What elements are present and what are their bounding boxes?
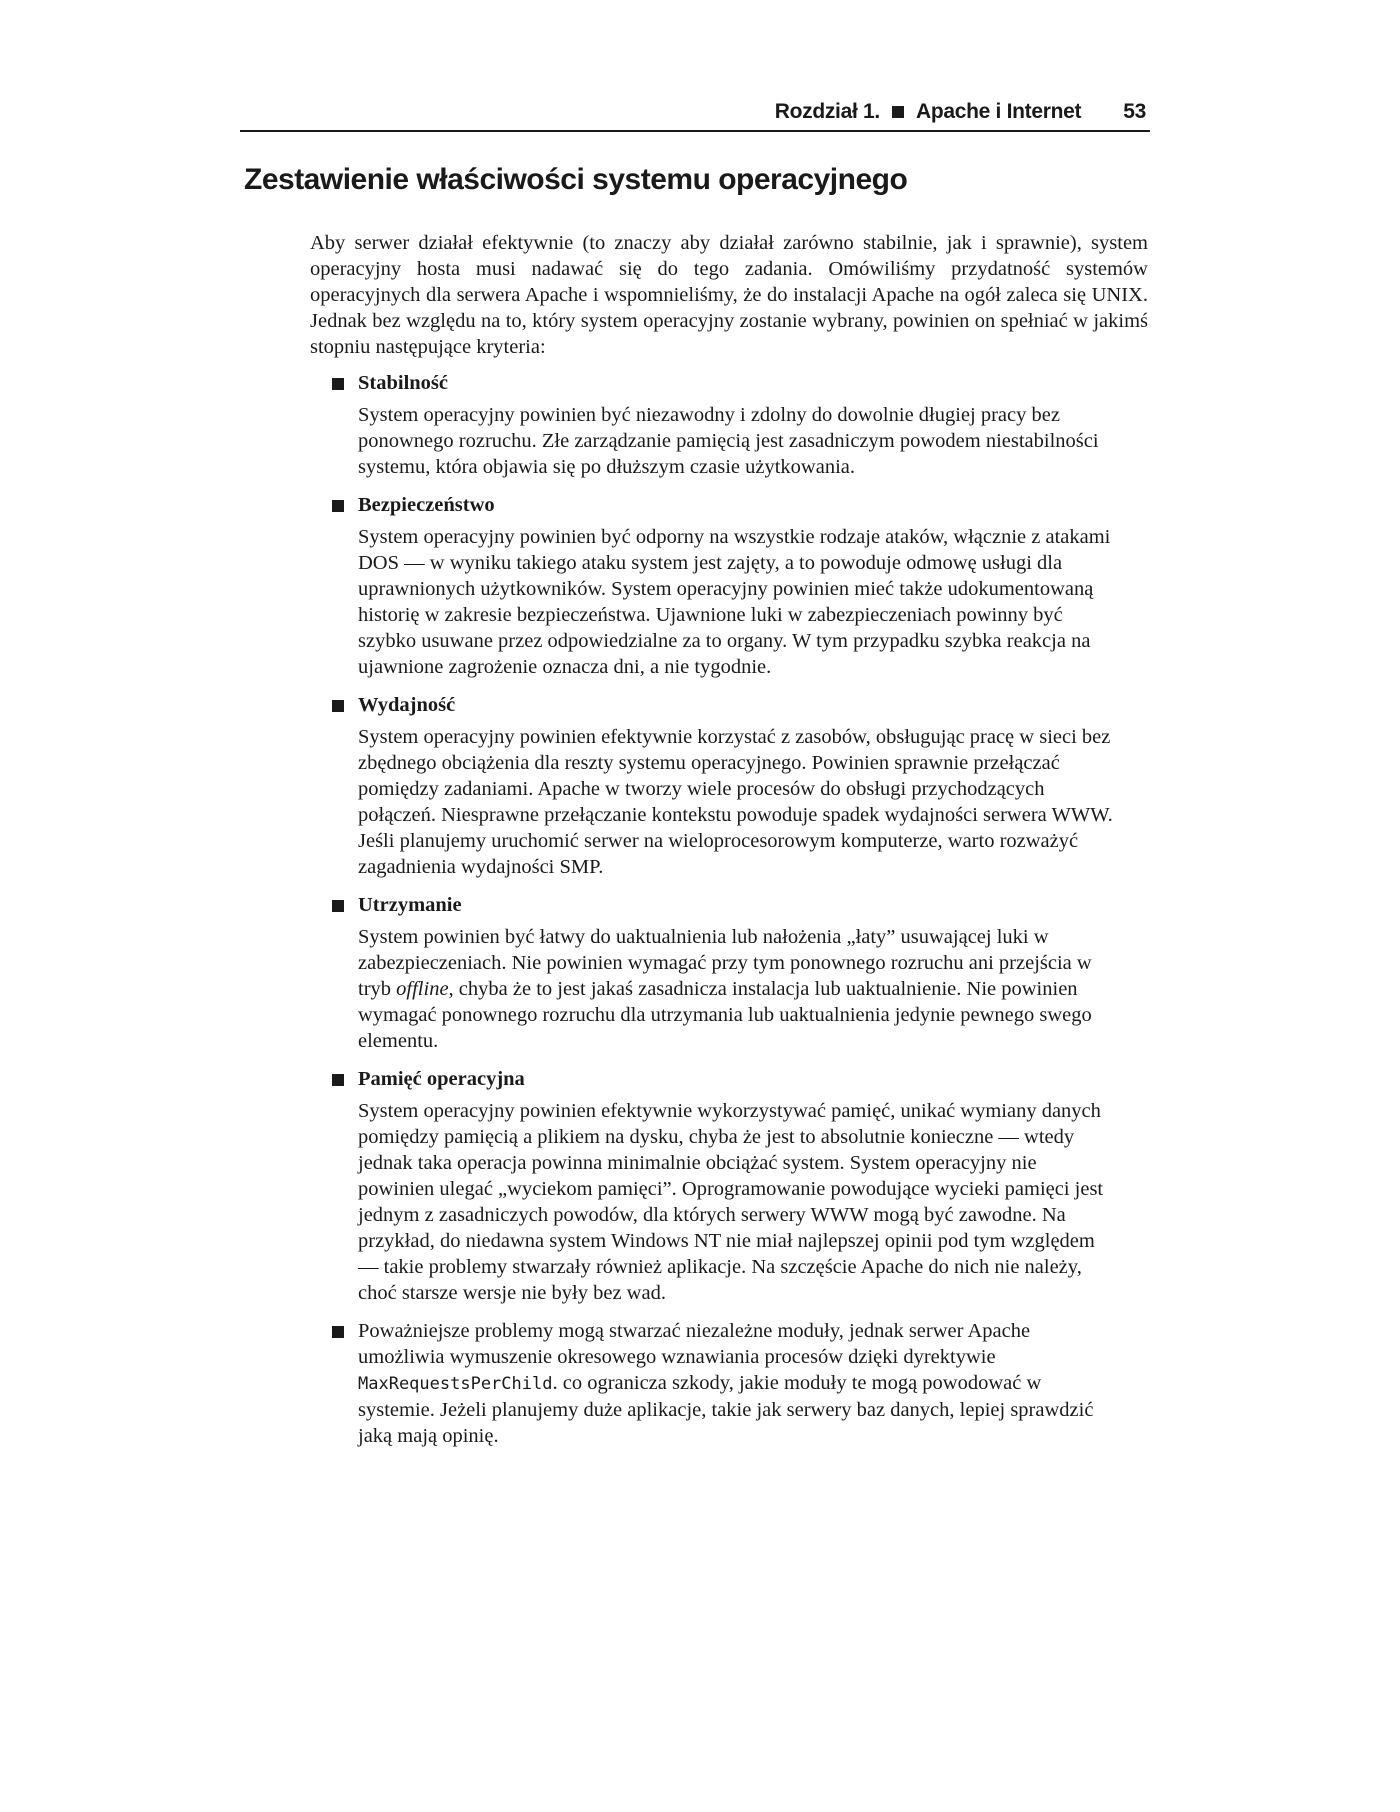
criterion-security [310, 492, 1148, 680]
criterion-body: System operacyjny powinien być niezawodny i zdolny do dowolnie długiej pracy bez ponownego rozruchu. Złe zarządzanie pamięcią jest zasadniczym powodem niestabilności systemu, która objawia się po dłuższym czasie użytkowania. [358, 404, 1099, 478]
criterion-title: Pamięć operacyjna [358, 1068, 525, 1090]
chapter-title: Apache i Internet [915, 100, 1082, 123]
criterion-body: System operacyjny powinien efektywnie korzystać z zasobów, obsługując pracę w sieci bez zbędnego obciążenia dla reszty systemu operacyjnego. Powinien sprawnie przełączać pomiędzy zadaniami. Apache w tworzy wiele procesów do obsługi przychodzących połączeń. Niesprawne przełączanie kontekstu powoduje spadek wydajności serwera WWW. Jeśli planujemy uruchomić serwer na wieloprocesorowym komputerze, warto rozważyć zagadnienia wydajności SMP. [358, 726, 1113, 878]
criterion-performance [310, 692, 1148, 880]
criterion-title: Wydajność [358, 694, 456, 716]
page-number: 53 [1123, 100, 1146, 123]
square-bullet-icon [332, 500, 344, 512]
body-text: , chyba że to jest jakaś zasadnicza instalacja lub uaktualnienie. Nie powinien wymagać ponownego rozruchu dla utrzymania lub uaktualnienia jedynie pewnego swego elementu. [358, 978, 1092, 1052]
criterion-maintenance [310, 892, 1148, 1054]
criterion-body: System operacyjny powinien efektywnie wykorzystywać pamięć, unikać wymiany danych pomiędzy pamięcią a plikiem na dysku, chyba że jest to absolutnie konieczne — wtedy jednak taka operacja powinna minimalnie obciążać system. System operacyjny nie powinien ulegać „wyciekom pamięci”. Oprogramowanie powodujące wycieki pamięci jest jednym z zasadniczych powodów, dla których serwery WWW mogą być zawodne. Na przykład, do niedawna system Windows NT nie miał najlepszej opinii pod tym względem — takie problemy stwarzały również aplikacje. Na szczęście Apache do nich nie należy, choć starsze wersje nie były bez wad. [358, 1100, 1104, 1304]
emphasis-text: offline [396, 978, 449, 1000]
square-bullet-icon [332, 900, 344, 912]
square-bullet-icon [332, 700, 344, 712]
criterion-body: System operacyjny powinien być odporny na wszystkie rodzaje ataków, włącznie z atakami DOS — w wyniku takiego ataku system jest zajęty, a to powoduje odmowę usługi dla uprawnionych użytkowników. System operacyjny powinien mieć także udokumentowaną historię w zakresie bezpieczeństwa. Ujawnione luki w zabezpieczeniach powinny być szybko usuwane przez odpowiedzialne za to organy. W tym przypadku szybka reakcja na ujawnione zagrożenie oznacza dni, a nie tygodnie. [358, 526, 1111, 678]
page-content [310, 230, 1148, 1461]
criterion-title: Bezpieczeństwo [358, 494, 495, 516]
criterion-stability [310, 370, 1148, 480]
closing-note [310, 1318, 1148, 1449]
square-bullet-icon [892, 106, 904, 118]
body-text: . co ogranicza szkody, jakie moduły te mogą powodować w systemie. Jeżeli planujemy duże aplikacje, takie jak serwery baz danych, lepiej sprawdzić jaką mają opinię. [358, 1372, 1094, 1447]
closing-paragraph [358, 1318, 1148, 1449]
criterion-memory [310, 1066, 1148, 1306]
criteria-list [310, 370, 1148, 1449]
criterion-body [358, 924, 1148, 1054]
body-text: Poważniejsze problemy mogą stwarzać niezależne moduły, jednak serwer Apache umożliwia wymuszenie okresowego wznawiania procesów dzięki dyrektywie [358, 1320, 1031, 1368]
chapter-label: Rozdział 1. [774, 100, 880, 123]
square-bullet-icon [332, 378, 344, 390]
criterion-title: Stabilność [358, 372, 448, 394]
running-header [240, 94, 1150, 132]
square-bullet-icon [332, 1074, 344, 1086]
criterion-title: Utrzymanie [358, 894, 462, 916]
code-directive: MaxRequestsPerChild [358, 1374, 553, 1394]
section-heading: Zestawienie właściwości systemu operacyjnego [244, 163, 908, 196]
intro-paragraph: Aby serwer działał efektywnie (to znaczy aby działał zarówno stabilnie, jak i sprawnie), system operacyjny hosta musi nadawać się do tego zadania. Omówiliśmy przydatność systemów operacyjnych dla serwera Apache i wspomnieliśmy, że do instalacji Apache na ogół zaleca się UNIX. Jednak bez względu na to, który system operacyjny zostanie wybrany, powinien on spełniać w jakimś stopniu następujące kryteria: [310, 232, 1148, 358]
square-bullet-icon [332, 1326, 344, 1338]
body-text: System powinien być łatwy do uaktualnienia lub nałożenia „łaty” usuwającej luki w zabezpieczeniach. Nie powinien wymagać przy tym ponownego rozruchu ani przejścia w tryb [358, 926, 1092, 1000]
